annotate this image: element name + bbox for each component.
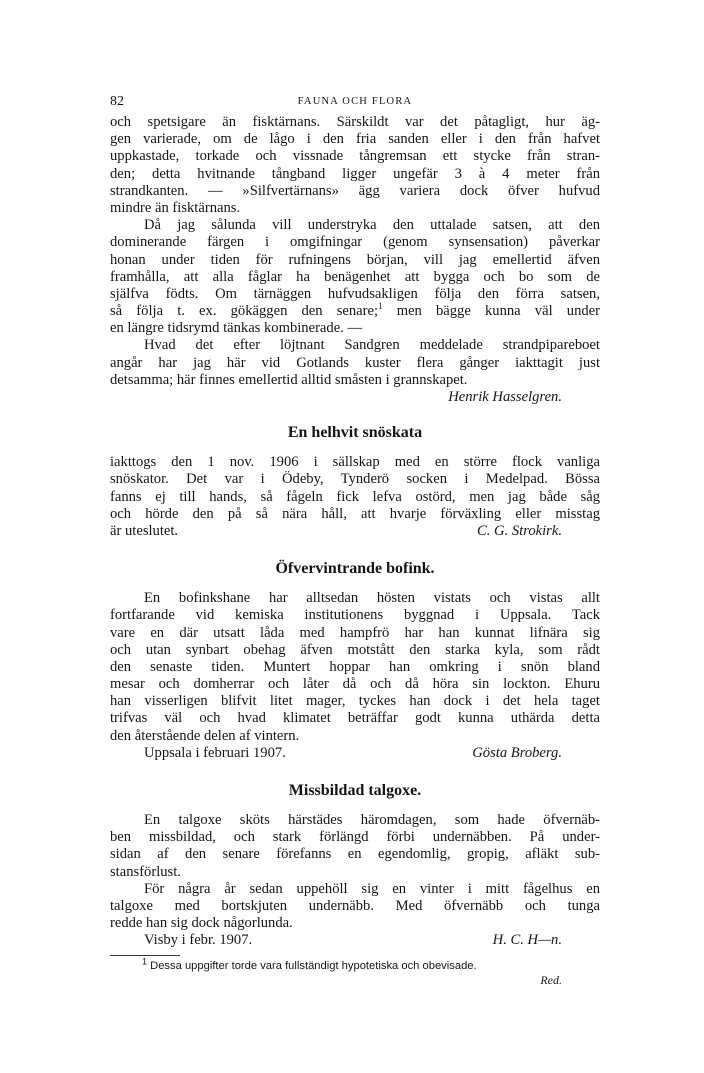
text-line: och spetsigare än fisktärnans. Särskildt var det påtagligt, hur äg- bbox=[110, 114, 600, 130]
author-signature: H. C. H—n. bbox=[492, 932, 562, 949]
text-line: framhålla, att alla fåglar ha benägenhet att bygga och bo som de bbox=[110, 268, 600, 285]
place-date: Uppsala i februari 1907. bbox=[144, 744, 286, 761]
text-line: stansförlust. bbox=[110, 863, 181, 880]
text-line: trifvas väl och hvad klimatet beträffar godt kunna uthärda detta bbox=[110, 710, 600, 727]
closing-row bbox=[110, 932, 600, 949]
section-body bbox=[110, 812, 600, 950]
text-line: är uteslutet. bbox=[110, 522, 179, 539]
text-line: fortfarande vid kemiska institutionens byggnad i Uppsala. Tack bbox=[110, 607, 600, 624]
text-fragment: men bägge kunna väl under bbox=[382, 303, 601, 320]
footnote-editor-signature: Red. bbox=[540, 972, 562, 987]
text-line: mesar och domherrar och låter då och då höra sin lockton. Ehuru bbox=[110, 676, 600, 693]
text-line: uppkastade, torkade och vissnade tångremsan ett stycke från stran- bbox=[110, 148, 600, 165]
text-line: iakttogs den 1 nov. 1906 i sällskap med en större flock vanliga bbox=[110, 454, 600, 471]
text-line: han visserligen blifvit litet mager, tyckes han dock i det hela taget bbox=[110, 693, 600, 710]
text-line: honan under tiden för rufningens början, vill jag emellertid äfven bbox=[110, 251, 600, 268]
text-line: den senaste tiden. Muntert hoppar han omkring i snön bland bbox=[110, 658, 600, 675]
intro-text bbox=[110, 114, 600, 406]
text-line: den; detta hvitnande tångband ligger ungefär 3 à 4 meter från bbox=[110, 165, 600, 182]
author-signature: Henrik Hasselgren. bbox=[448, 389, 562, 405]
text-line: och utan synbart obehag äfven motstått den starka kyla, som rådt bbox=[110, 641, 600, 658]
text-line: sidan af den senare förefanns en egendomlig, gropig, afläkt sub- bbox=[110, 846, 600, 863]
text-line: dominerande färgen i omgifningar (genom synsensation) påverkar bbox=[110, 234, 600, 251]
text-line: talgoxe med bortskjuten undernäbb. Med öfvernäbb och tunga bbox=[110, 897, 600, 914]
text-fragment: så följa t. ex. gökäggen den senare; bbox=[110, 303, 379, 320]
closing-row bbox=[110, 745, 600, 762]
section-heading: Missbildad talgoxe. bbox=[288, 782, 422, 799]
journal-title: FAUNA OCH FLORA bbox=[297, 96, 413, 107]
text-line: vare en där utsatt låda med hampfrö har han kunnat lifnära sig bbox=[110, 624, 600, 641]
text-line: angår har jag här vid Gotlands kuster flera gånger iakttagit just bbox=[110, 354, 600, 371]
section-body bbox=[110, 454, 600, 540]
text-line: den återstående delen af vintern. bbox=[110, 727, 300, 744]
text-line: själfva födts. Om tärnäggen hufvudsakligen följa den förra satsen, bbox=[110, 285, 600, 302]
text-line: För några år sedan uppehöll sig en vinter i mitt fågelhus en bbox=[144, 880, 600, 897]
text-line: Då jag sålunda vill understryka den uttalade satsen, att den bbox=[144, 217, 600, 234]
footnote-text: Dessa uppgifter torde vara fullständigt hypotetiska och obevisade. bbox=[150, 959, 477, 972]
author-signature: C. G. Strokirk. bbox=[477, 522, 562, 539]
place-date: Visby i febr. 1907. bbox=[144, 932, 253, 949]
section-heading: Öfvervintrande bofink. bbox=[275, 560, 435, 578]
page-number: 82 bbox=[110, 94, 124, 109]
closing-row bbox=[110, 523, 600, 540]
text-line: Hvad det efter löjtnant Sandgren meddelade strandpipareboet bbox=[144, 337, 600, 354]
text-line: En talgoxe sköts härstädes häromdagen, som hade öfvernäb- bbox=[144, 812, 600, 828]
text-line: snöskator. Det var i Ödeby, Tynderö socken i Medelpad. Bössa bbox=[110, 471, 600, 488]
text-line: strandkanten. — »Silfvertärnans» ägg variera dock öfver hufvud bbox=[110, 182, 600, 199]
text-line: ben missbildad, och stark förlängd förbi undernäbben. På under- bbox=[110, 829, 600, 846]
text-line-with-footnote bbox=[110, 303, 600, 320]
running-head bbox=[110, 92, 600, 114]
text-line: detsamma; här finnes emellertid alltid småsten i grannskapet. bbox=[110, 371, 468, 388]
footnote bbox=[110, 955, 600, 973]
text-line: En bofinkshane har alltsedan hösten vistats och vistas allt bbox=[144, 590, 600, 607]
text-line: redde han sig dock någorlunda. bbox=[110, 915, 293, 932]
footnote-marker[interactable]: 1 bbox=[378, 301, 383, 312]
text-line: och hörde den på så nära håll, att hvarje förväxling eller misstag bbox=[110, 505, 600, 522]
footnote-marker: 1 bbox=[142, 955, 148, 966]
text-line: gen varierade, om de lågo i den fria sanden eller i den från hafvet bbox=[110, 131, 600, 148]
text-line: fanns ej till hands, så fågeln fick lefva ostörd, men jag både såg bbox=[110, 488, 600, 505]
section-heading: En helhvit snöskata bbox=[287, 424, 423, 442]
text-line: mindre än fisktärnans. bbox=[110, 199, 241, 216]
section-body bbox=[110, 590, 600, 762]
author-signature: Gösta Broberg. bbox=[472, 744, 562, 761]
text-line: en längre tidsrymd tänkas kombinerade. — bbox=[110, 320, 363, 337]
book-page bbox=[110, 92, 600, 987]
